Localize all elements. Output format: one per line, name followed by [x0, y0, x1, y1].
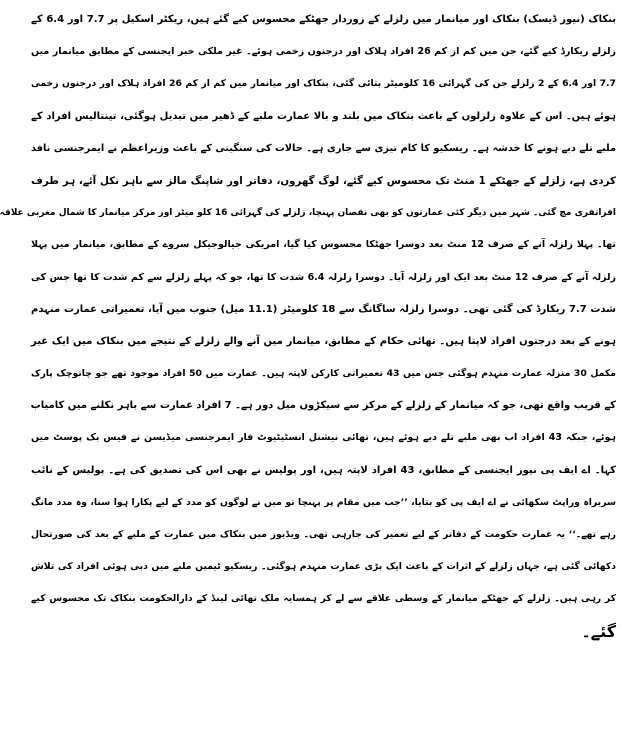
article-line: دکھائی گئی ہے، جہاں زلزلے کے اثرات کے باعث ایک بڑی عمارت منہدم ہوگئی۔ ریسکیو ٹیمیں ملبے میں دبی ہوئی افراد کی تلاش: [31, 561, 616, 573]
article-line: ملبے تلے دبے ہونے کا خدشہ ہے۔ ریسکیو کا کام تیزی سے جاری ہے۔ حالات کی سنگینی کے باعث وزیراعظم نے ایمرجنسی نافذ: [31, 142, 616, 154]
article-line: کر رہی ہیں۔ زلزلے کے جھٹکے میانمار کے وسطی علاقے سے لے کر ہمسایہ ملک تھائی لینڈ کے دارالحکومت بنکاک تک محسوس کیے: [31, 593, 616, 605]
article-line: 7.7 اور 6.4 کے 2 زلزلے جن کی گہرائی 16 کلومیٹر بتائی گئی، بنکاک اور میانمار میں کم از کم 26 افراد ہلاک اور درجنوں زخمی: [31, 78, 616, 90]
article-line: گئے۔: [581, 621, 616, 641]
article-line: کردی ہے، زلزلے کے جھٹکے 1 منٹ تک محسوس کیے گئے، لوگ گھروں، دفاتر اور شاپنگ مالز سے باہر نکل آئے، ہر طرف: [31, 174, 616, 187]
article-line: ہونے کے بعد درجنوں افراد لاپتا ہیں۔ تھائی حکام کے مطابق، میانمار میں آنے والے زلزلے کے نتیجے میں بنکاک میں ایک غیر: [31, 335, 616, 347]
article-line: ہوئے ہیں۔ اس کے علاوہ زلزلوں کے باعث بنکاک میں بلند و بالا عمارت ملبے کے ڈھیر میں تبدیل ہوگئی، تینتالیس افراد کے: [31, 110, 616, 122]
article-line: تھا۔ پہلا زلزلہ آنے کے صرف 12 منٹ بعد دوسرا جھٹکا محسوس کیا گیا، امریکی جیالوجیکل سروے کے مطابق، میانمار میں پہلا: [31, 239, 616, 251]
article-line: کے قریب واقع تھی، جو کہ میانمار کے زلزلے کے مرکز سے سیکڑوں میل دور ہے۔ 7 افراد عمارت سے باہر نکلنے میں کامیاب: [30, 400, 616, 412]
article-line: ہوئے، جبکہ 43 افراد اب بھی ملبے تلے دبے ہوئے ہیں، تھائی نیشنل انسٹیٹیوٹ فار ایمرجنسی میڈیسن نے فیس بک پوسٹ میں: [31, 432, 616, 444]
article-line: زلزلے ریکارڈ کیے گئے، جن میں کم از کم 26 افراد ہلاک اور درجنوں زخمی ہوئے۔ غیر ملکی خبر ایجنسی کے مطابق میانمار میں: [31, 46, 616, 58]
article-line: کہا۔ اے ایف پی نیوز ایجنسی کے مطابق، 43 افراد لاپتہ ہیں، اور پولیس نے بھی اس کی تصدیق کی ہے۔ پولیس کے نائب: [31, 464, 616, 476]
article-line: بنکاک (نیوز ڈیسک) بنکاک اور میانمار میں زلزلے کے زوردار جھٹکے محسوس کیے گئے ہیں، ریکٹر اسکیل پر 7.7 اور 6.4 کے: [31, 14, 616, 25]
article-line: رہے تھے۔‘‘ یہ عمارت حکومت کے دفاتر کے لیے تعمیر کی جارہی تھی۔ ویڈیوز میں بنکاک میں عمارت کے ملبے کے بعد کی صورتحال: [31, 529, 616, 540]
article-line: زلزلہ آنے کے صرف 12 منٹ بعد ایک اور زلزلہ آیا۔ دوسرا زلزلہ 6.4 شدت کا تھا، جو کہ پہلے زلزلے سے کم شدت کا تھا جس کی: [31, 271, 616, 283]
article-line: سربراہ وراپٹ سکھائی نے اے ایف پی کو بتایا، ’’جب میں مقام پر پہنچا تو میں نے لوگوں کو مدد کے لیے پکارا ہوا سنا، وہ مدد مانگ: [31, 496, 616, 508]
article-line: افراتفری مچ گئی۔ شہر میں دیگر کئی عمارتوں کو بھی نقصان پہنچا، زلزلے کی گہرائی 16 کلو میٹر اور مرکز میانمار کا شمال مغربی علاقہ: [0, 208, 616, 219]
article-line: مکمل 30 منزلہ عمارت منہدم ہوگئی جس میں 43 تعمیراتی کارکن لاپتہ ہیں۔ عمارت میں 50 افراد موجود تھے جو چاتوچک پارک: [31, 368, 616, 380]
article-line: شدت 7.7 ریکارڈ کی گئی تھی۔ دوسرا زلزلہ ساگانگ سے 18 کلومیٹر (11.1 میل) جنوب میں آیا، تعمیراتی عمارت منہدم: [31, 303, 617, 315]
